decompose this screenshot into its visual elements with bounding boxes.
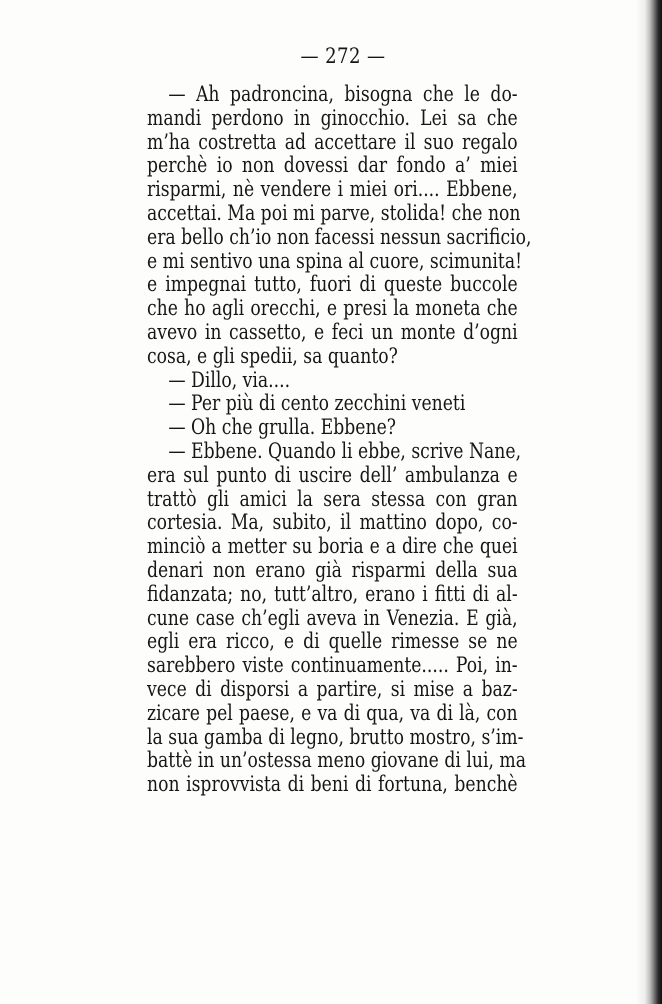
text-line: cune case ch’egli aveva in Venezia. E già, — [147, 605, 518, 630]
text-line: era bello ch’io non facessi nessun sacrificio, — [147, 224, 532, 249]
text-line: — Oh che grulla. Ebbene? — [168, 415, 396, 440]
text-line: denari non erano già risparmi della sua — [147, 557, 518, 582]
text-line: minciò a metter su boria e a dire che quei — [147, 534, 518, 559]
text-line: — Dillo, via.... — [168, 367, 291, 392]
text-line: m’ha costretta ad accettare il suo regalo — [147, 129, 518, 154]
text-line: trattò gli amici la sera stessa con gran — [147, 486, 518, 511]
text-line: — Ebbene. Quando li ebbe, scrive Nane, — [168, 438, 522, 463]
text-line: non isprovvista di beni di fortuna, benchè — [147, 772, 518, 797]
text-line: battè in un’ostessa meno giovane di lui, ma — [147, 748, 527, 773]
text-line: vece di disporsi a partire, si mise a baz- — [147, 676, 518, 701]
text-line: e impegnai tutto, fuori di queste buccole — [147, 272, 518, 297]
page-gutter-shadow — [636, 0, 662, 1004]
text-line: era sul punto di uscire dell’ ambulanza e — [147, 462, 518, 487]
text-line: avevo in cassetto, e feci un monte d’ogni — [147, 319, 518, 344]
text-line: — Per più di cento zecchini veneti — [168, 391, 466, 416]
text-line: perchè io non dovessi dar fondo a’ miei — [147, 153, 518, 178]
text-line: accettai. Ma poi mi parve, stolida! che non — [147, 200, 521, 225]
text-line: risparmi, nè vendere i miei ori.... Ebbene, — [147, 177, 518, 202]
text-line: fidanzata; no, tutt’altro, erano i fitti di al- — [147, 581, 518, 606]
text-line: egli era ricco, e di quelle rimesse se ne — [147, 629, 518, 654]
text-line: mandi perdono in ginocchio. Lei sa che — [147, 105, 518, 130]
text-line: sarebbero viste continuamente..... Poi, in- — [147, 653, 518, 678]
text-line: che ho agli orecchi, e presi la moneta che — [147, 296, 518, 321]
text-line: e mi sentivo una spina al cuore, scimunita! — [147, 248, 523, 273]
text-line: cortesia. Ma, subito, il mattino dopo, co- — [147, 510, 518, 535]
text-line: cosa, e gli spedii, sa quanto? — [147, 343, 398, 368]
body-text — [147, 83, 599, 797]
text-line: la sua gamba di legno, brutto mostro, s’im- — [147, 724, 524, 749]
text-line: zicare pel paese, e va di qua, va di là, con — [147, 700, 518, 725]
text-line: — Ah padroncina, bisogna che le do- — [168, 82, 518, 106]
page-number: — 272 — — [300, 44, 386, 68]
